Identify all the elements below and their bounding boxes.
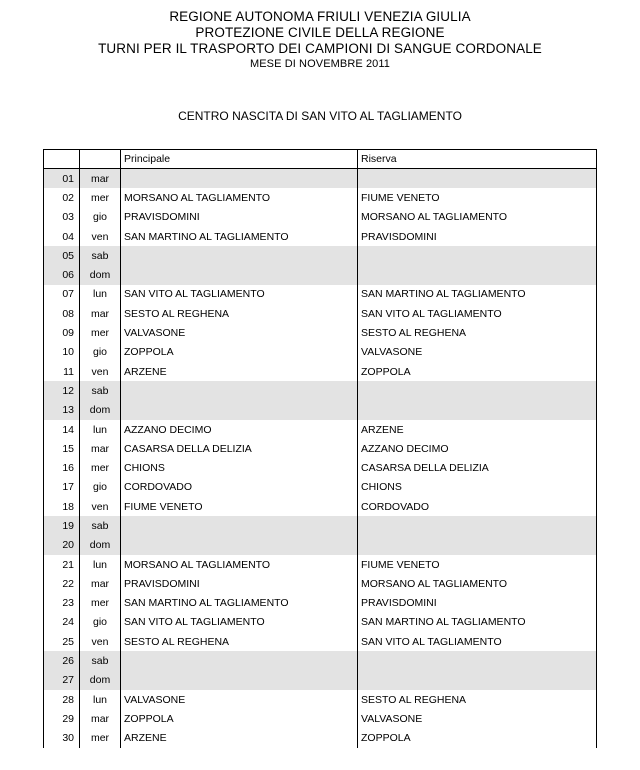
table-row	[44, 613, 597, 632]
day-number-cell: 22	[44, 574, 80, 593]
day-number-cell: 06	[44, 265, 80, 284]
table-row	[44, 188, 597, 207]
day-number-cell: 26	[44, 651, 80, 670]
day-number-cell: 27	[44, 671, 80, 690]
table-row	[44, 323, 597, 342]
weekday-cell: ven	[80, 497, 121, 516]
riserva-cell	[358, 536, 597, 555]
principale-cell: ARZENE	[121, 362, 358, 381]
day-number-cell: 05	[44, 246, 80, 265]
day-number-cell: 19	[44, 516, 80, 535]
document-header	[0, 9, 640, 71]
riserva-cell: FIUME VENETO	[358, 555, 597, 574]
day-number-cell: 02	[44, 188, 80, 207]
day-number-cell: 01	[44, 169, 80, 189]
weekday-cell: lun	[80, 420, 121, 439]
header-department: PROTEZIONE CIVILE DELLA REGIONE	[195, 25, 445, 40]
riserva-cell: PRAVISDOMINI	[358, 594, 597, 613]
weekday-cell: sab	[80, 246, 121, 265]
principale-cell: FIUME VENETO	[121, 497, 358, 516]
principale-cell	[121, 169, 358, 189]
riserva-cell: CORDOVADO	[358, 497, 597, 516]
weekday-cell: sab	[80, 516, 121, 535]
riserva-cell: SESTO AL REGHENA	[358, 690, 597, 709]
table-row	[44, 497, 597, 516]
weekday-cell: mar	[80, 574, 121, 593]
riserva-cell: FIUME VENETO	[358, 188, 597, 207]
principale-cell	[121, 536, 358, 555]
shift-table-body	[44, 150, 597, 748]
weekday-cell: mar	[80, 439, 121, 458]
weekday-cell: sab	[80, 651, 121, 670]
weekday-cell: mer	[80, 323, 121, 342]
table-header-row	[44, 150, 597, 169]
riserva-cell: ARZENE	[358, 420, 597, 439]
table-row	[44, 458, 597, 477]
riserva-cell	[358, 169, 597, 189]
shift-table	[43, 149, 597, 748]
principale-cell	[121, 671, 358, 690]
day-number-cell: 20	[44, 536, 80, 555]
principale-cell: PRAVISDOMINI	[121, 574, 358, 593]
day-number-cell: 17	[44, 478, 80, 497]
day-number-cell: 09	[44, 323, 80, 342]
principale-cell: MORSANO AL TAGLIAMENTO	[121, 188, 358, 207]
riserva-cell: SAN MARTINO AL TAGLIAMENTO	[358, 285, 597, 304]
table-row	[44, 285, 597, 304]
day-number-cell: 15	[44, 439, 80, 458]
principale-cell: AZZANO DECIMO	[121, 420, 358, 439]
riserva-cell: SAN VITO AL TAGLIAMENTO	[358, 304, 597, 323]
day-number-cell: 18	[44, 497, 80, 516]
principale-cell: SAN MARTINO AL TAGLIAMENTO	[121, 594, 358, 613]
riserva-cell	[358, 381, 597, 400]
weekday-cell: mer	[80, 594, 121, 613]
header-month: MESE DI NOVEMBRE 2011	[249, 58, 391, 70]
weekday-cell: mar	[80, 304, 121, 323]
table-row	[44, 343, 597, 362]
weekday-cell: gio	[80, 343, 121, 362]
weekday-cell: gio	[80, 478, 121, 497]
day-number-cell: 30	[44, 729, 80, 748]
table-row	[44, 690, 597, 709]
riserva-cell: AZZANO DECIMO	[358, 439, 597, 458]
principale-cell: CHIONS	[121, 458, 358, 477]
column-header-number	[44, 150, 80, 169]
principale-cell	[121, 381, 358, 400]
day-number-cell: 25	[44, 632, 80, 651]
table-row	[44, 555, 597, 574]
weekday-cell: dom	[80, 265, 121, 284]
weekday-cell: ven	[80, 362, 121, 381]
table-row	[44, 304, 597, 323]
table-row	[44, 671, 597, 690]
table-row	[44, 439, 597, 458]
column-header-principale: Principale	[121, 150, 358, 169]
table-row	[44, 246, 597, 265]
day-number-cell: 16	[44, 458, 80, 477]
centre-title: CENTRO NASCITA DI SAN VITO AL TAGLIAMENTO	[178, 109, 462, 123]
table-row	[44, 227, 597, 246]
day-number-cell: 11	[44, 362, 80, 381]
table-row	[44, 265, 597, 284]
principale-cell: VALVASONE	[121, 690, 358, 709]
principale-cell: SAN VITO AL TAGLIAMENTO	[121, 285, 358, 304]
principale-cell: SESTO AL REGHENA	[121, 304, 358, 323]
principale-cell: ZOPPOLA	[121, 709, 358, 728]
riserva-cell: ZOPPOLA	[358, 729, 597, 748]
weekday-cell: mer	[80, 729, 121, 748]
table-row	[44, 516, 597, 535]
riserva-cell	[358, 651, 597, 670]
day-number-cell: 24	[44, 613, 80, 632]
principale-cell: SAN VITO AL TAGLIAMENTO	[121, 613, 358, 632]
riserva-cell: PRAVISDOMINI	[358, 227, 597, 246]
weekday-cell: ven	[80, 632, 121, 651]
riserva-cell: CASARSA DELLA DELIZIA	[358, 458, 597, 477]
principale-cell	[121, 401, 358, 420]
header-region: REGIONE AUTONOMA FRIULI VENEZIA GIULIA	[169, 9, 471, 24]
day-number-cell: 13	[44, 401, 80, 420]
header-title: TURNI PER IL TRASPORTO DEI CAMPIONI DI SANGUE CORDONALE	[98, 41, 542, 56]
principale-cell: CASARSA DELLA DELIZIA	[121, 439, 358, 458]
principale-cell: SAN MARTINO AL TAGLIAMENTO	[121, 227, 358, 246]
principale-cell: MORSANO AL TAGLIAMENTO	[121, 555, 358, 574]
principale-cell	[121, 246, 358, 265]
principale-cell: PRAVISDOMINI	[121, 208, 358, 227]
weekday-cell: gio	[80, 208, 121, 227]
riserva-cell: ZOPPOLA	[358, 362, 597, 381]
weekday-cell: mar	[80, 169, 121, 189]
riserva-cell: SESTO AL REGHENA	[358, 323, 597, 342]
riserva-cell	[358, 265, 597, 284]
riserva-cell	[358, 516, 597, 535]
day-number-cell: 08	[44, 304, 80, 323]
weekday-cell: sab	[80, 381, 121, 400]
riserva-cell: MORSANO AL TAGLIAMENTO	[358, 574, 597, 593]
table-row	[44, 169, 597, 189]
table-row	[44, 420, 597, 439]
weekday-cell: gio	[80, 613, 121, 632]
day-number-cell: 21	[44, 555, 80, 574]
principale-cell	[121, 265, 358, 284]
table-row	[44, 651, 597, 670]
table-row	[44, 729, 597, 748]
day-number-cell: 04	[44, 227, 80, 246]
day-number-cell: 07	[44, 285, 80, 304]
weekday-cell: lun	[80, 285, 121, 304]
principale-cell: SESTO AL REGHENA	[121, 632, 358, 651]
table-row	[44, 478, 597, 497]
day-number-cell: 28	[44, 690, 80, 709]
weekday-cell: dom	[80, 536, 121, 555]
table-row	[44, 401, 597, 420]
riserva-cell	[358, 401, 597, 420]
table-row	[44, 362, 597, 381]
weekday-cell: mar	[80, 709, 121, 728]
principale-cell	[121, 651, 358, 670]
weekday-cell: lun	[80, 555, 121, 574]
riserva-cell: SAN VITO AL TAGLIAMENTO	[358, 632, 597, 651]
riserva-cell: SAN MARTINO AL TAGLIAMENTO	[358, 613, 597, 632]
riserva-cell	[358, 671, 597, 690]
table-row	[44, 632, 597, 651]
riserva-cell	[358, 246, 597, 265]
principale-cell: VALVASONE	[121, 323, 358, 342]
day-number-cell: 14	[44, 420, 80, 439]
principale-cell: ZOPPOLA	[121, 343, 358, 362]
riserva-cell: VALVASONE	[358, 343, 597, 362]
weekday-cell: lun	[80, 690, 121, 709]
riserva-cell: CHIONS	[358, 478, 597, 497]
table-row	[44, 574, 597, 593]
table-row	[44, 381, 597, 400]
day-number-cell: 10	[44, 343, 80, 362]
riserva-cell: MORSANO AL TAGLIAMENTO	[358, 208, 597, 227]
table-row	[44, 536, 597, 555]
weekday-cell: mer	[80, 188, 121, 207]
weekday-cell: mer	[80, 458, 121, 477]
table-row	[44, 208, 597, 227]
column-header-riserva: Riserva	[358, 150, 597, 169]
weekday-cell: dom	[80, 671, 121, 690]
principale-cell: ARZENE	[121, 729, 358, 748]
weekday-cell: ven	[80, 227, 121, 246]
table-row	[44, 594, 597, 613]
riserva-cell: VALVASONE	[358, 709, 597, 728]
day-number-cell: 29	[44, 709, 80, 728]
table-row	[44, 709, 597, 728]
weekday-cell: dom	[80, 401, 121, 420]
day-number-cell: 23	[44, 594, 80, 613]
day-number-cell: 03	[44, 208, 80, 227]
principale-cell	[121, 516, 358, 535]
column-header-day	[80, 150, 121, 169]
principale-cell: CORDOVADO	[121, 478, 358, 497]
day-number-cell: 12	[44, 381, 80, 400]
